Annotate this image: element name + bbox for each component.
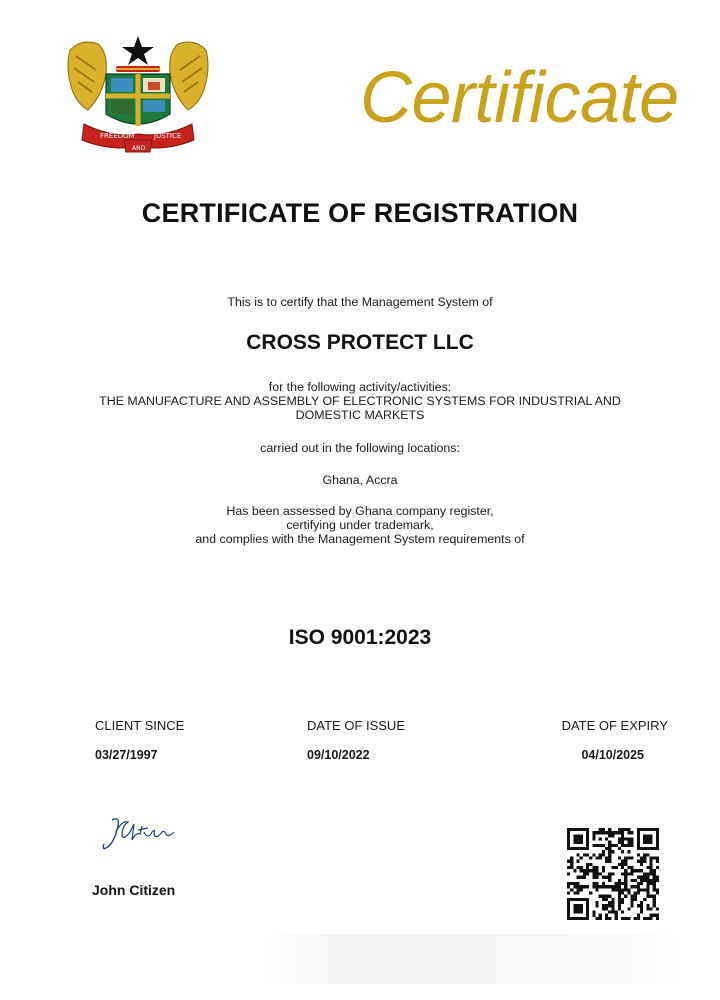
coat-of-arms-icon xyxy=(62,30,214,154)
activity-lead: for the following activity/activities: xyxy=(268,380,452,394)
activity-line-2: DOMESTIC MARKETS xyxy=(295,408,425,422)
qr-code-icon xyxy=(567,828,659,920)
locations-lead: carried out in the following locations: xyxy=(260,441,460,455)
signatory-name: John Citizen xyxy=(92,882,176,898)
date-of-issue-value: 09/10/2022 xyxy=(307,748,370,762)
date-of-expiry-value: 04/10/2025 xyxy=(581,748,644,762)
iso-standard: ISO 9001:2023 xyxy=(288,626,432,649)
client-since-value: 03/27/1997 xyxy=(95,748,158,762)
company-name: CROSS PROTECT LLC xyxy=(246,331,474,354)
svg-text:FREEDOM: FREEDOM xyxy=(100,132,135,140)
certificate-wordmark: Certificate xyxy=(360,58,679,138)
page-title: CERTIFICATE OF REGISTRATION xyxy=(141,198,579,228)
client-since-label: CLIENT SINCE xyxy=(95,718,185,733)
assessment-line-2: certifying under trademark, xyxy=(286,518,434,532)
intro-text: This is to certify that the Management System of xyxy=(227,295,493,309)
activity-line-1: THE MANUFACTURE AND ASSEMBLY OF ELECTRONIC SYSTEMS FOR INDUSTRIAL AND xyxy=(99,394,621,408)
date-of-issue-label: DATE OF ISSUE xyxy=(307,718,405,733)
location-value: Ghana, Accra xyxy=(322,473,398,487)
signature-icon xyxy=(98,810,188,860)
svg-text:AND: AND xyxy=(132,145,146,152)
svg-text:JUSTICE: JUSTICE xyxy=(154,132,182,140)
date-of-expiry-label: DATE OF EXPIRY xyxy=(561,718,668,733)
assessment-line-3: and complies with the Management System requirements of xyxy=(195,532,525,546)
assessment-line-1: Has been assessed by Ghana company register, xyxy=(226,504,494,518)
background-smudge xyxy=(262,934,682,984)
